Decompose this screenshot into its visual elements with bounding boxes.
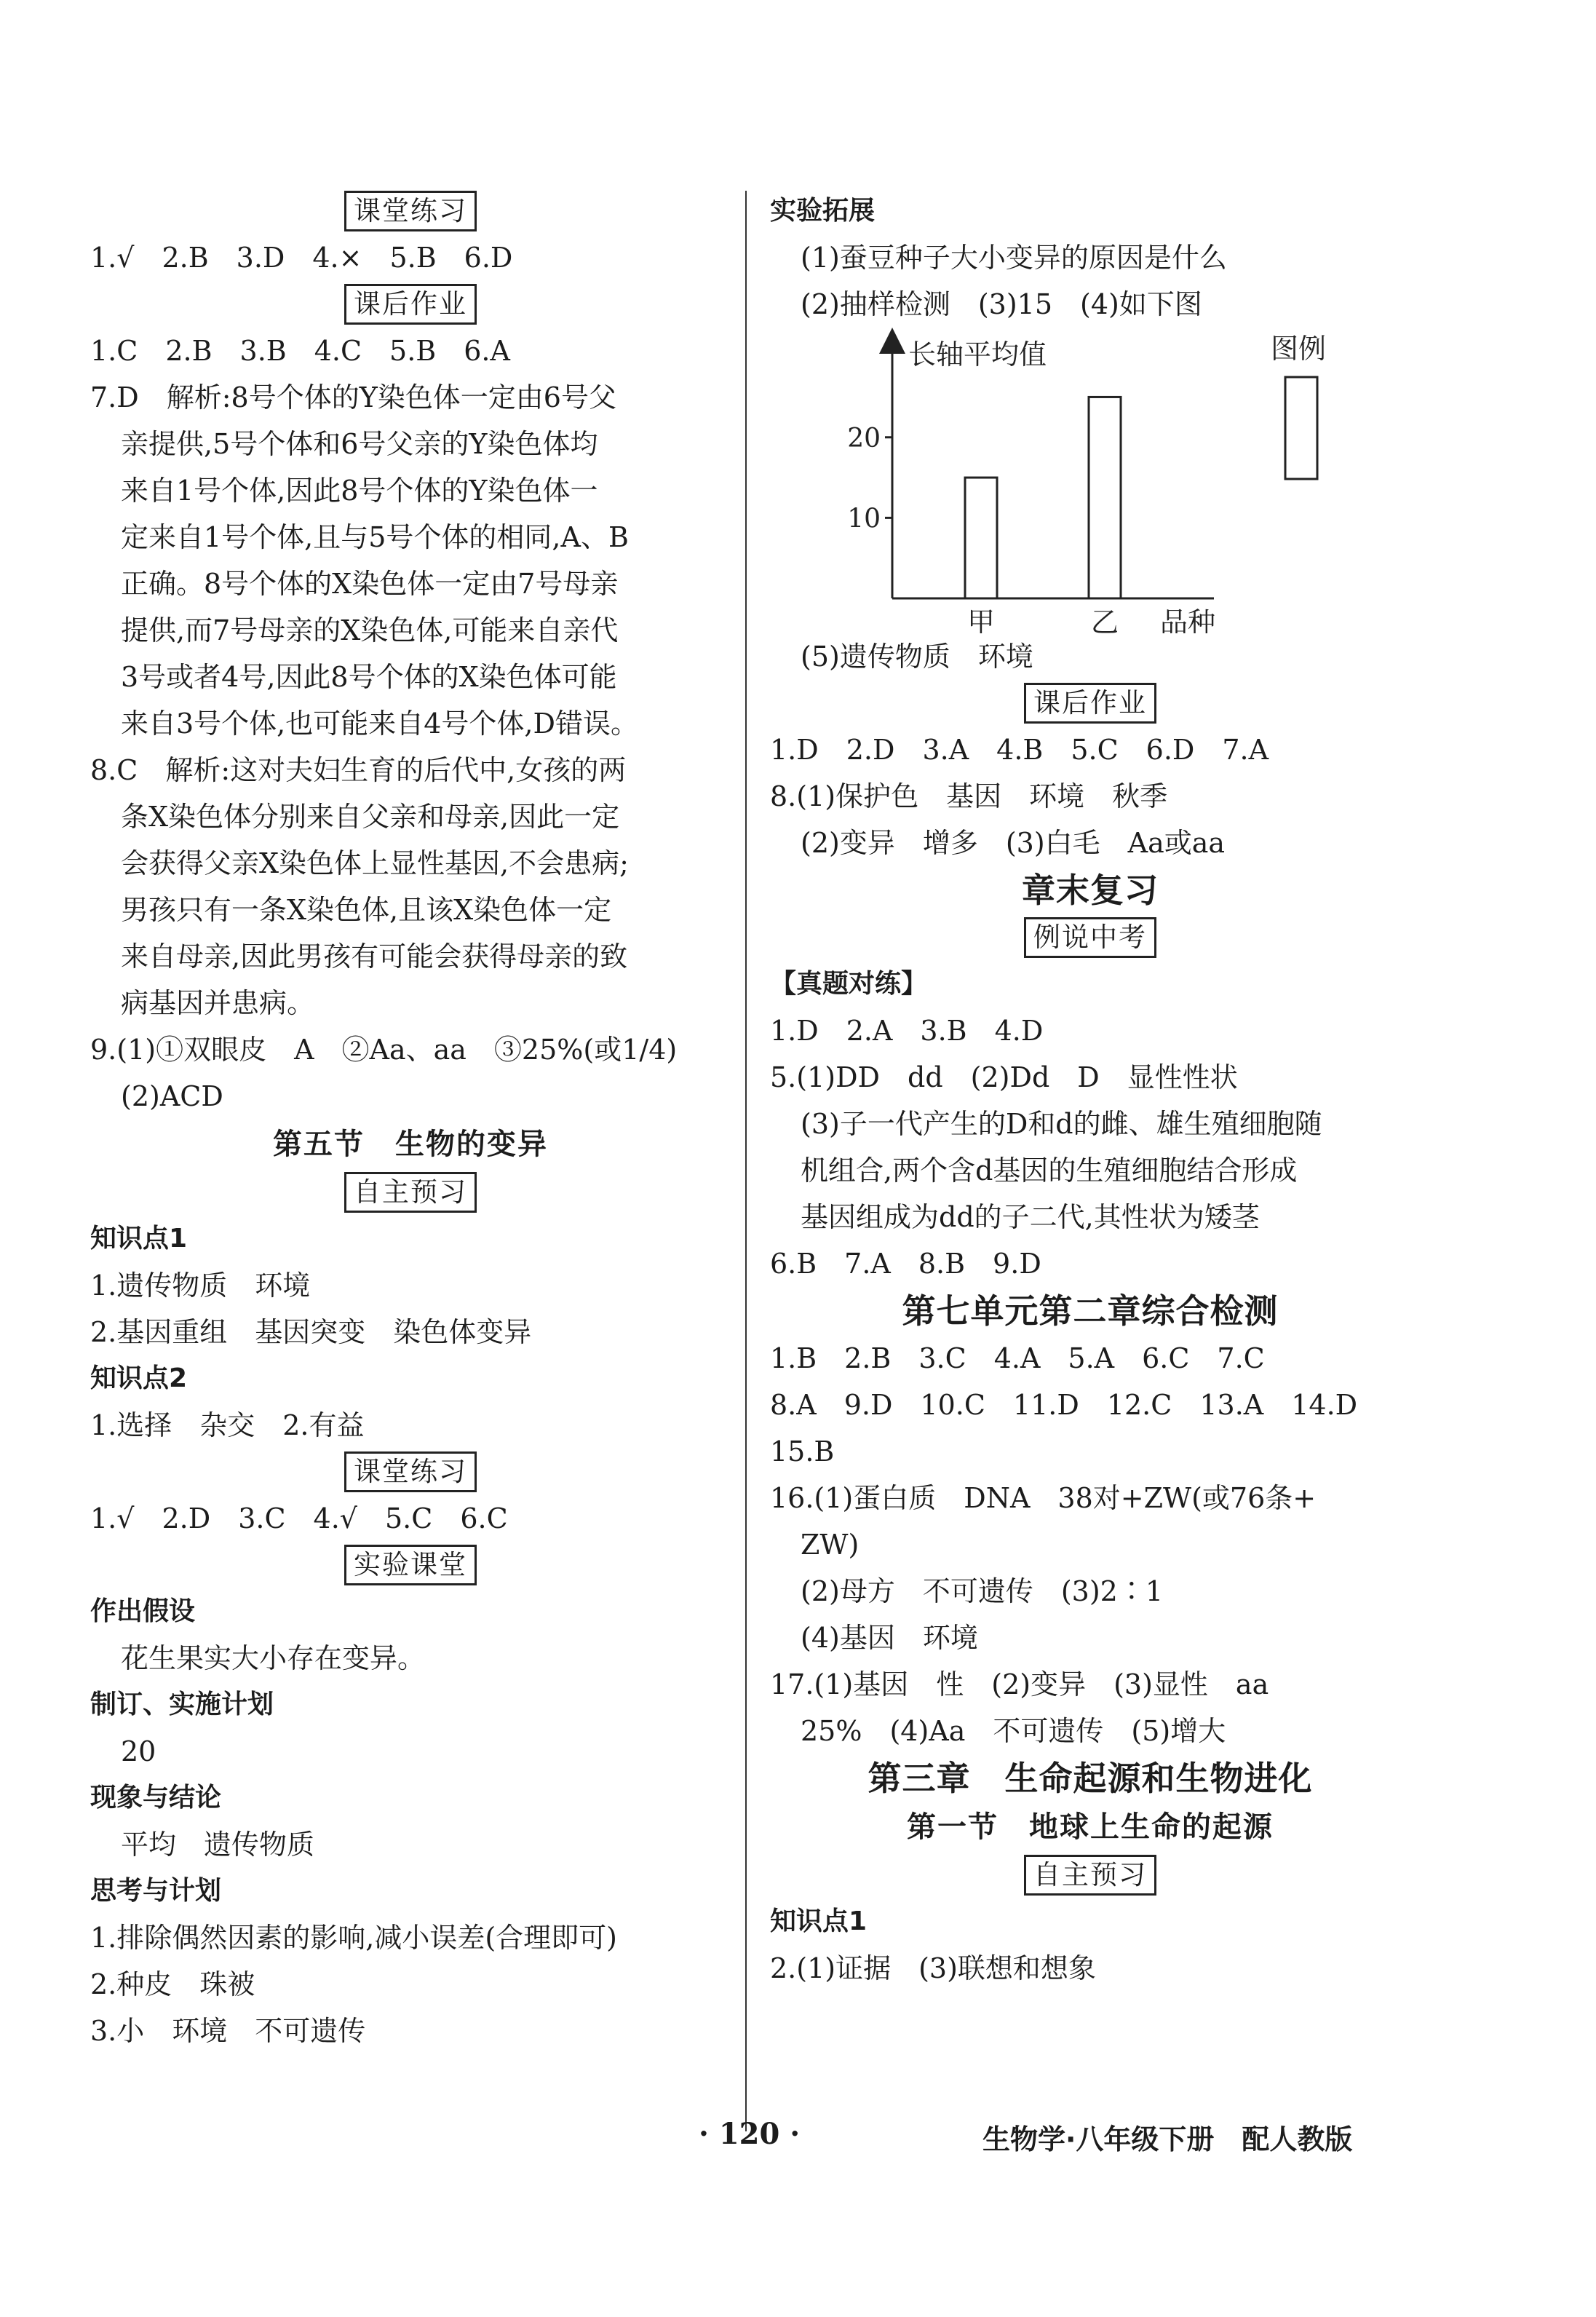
answer-line: 20 xyxy=(121,1735,156,1767)
answer-line: (1)蚕豆种子大小变异的原因是什么 xyxy=(801,242,1227,274)
answer-line: 1.√ 2.D 3.C 4.√ 5.C 6.C xyxy=(90,1502,508,1534)
section-box-classroom-practice: 课堂练习 xyxy=(344,1451,477,1492)
answer-line: 1.√ 2.B 3.D 4.× 5.B 6.D xyxy=(90,242,513,274)
answer-line: 1.排除偶然因素的影响,减小误差(合理即可) xyxy=(90,1922,617,1954)
knowledge-point-heading: 知识点1 xyxy=(770,1906,868,1936)
section-title: 第五节 生物的变异 xyxy=(273,1128,548,1161)
answer-line: 1.D 2.D 3.A 4.B 5.C 6.D 7.A xyxy=(770,734,1269,766)
page-footer xyxy=(0,2117,1596,2175)
answer-line: (2)抽样检测 (3)15 (4)如下图 xyxy=(801,288,1202,320)
sub-heading: 实验拓展 xyxy=(770,196,876,226)
answer-line: (3)子一代产生的D和d的雌、雄生殖细胞随 xyxy=(801,1108,1322,1140)
answer-line: 1.遗传物质 环境 xyxy=(90,1270,311,1302)
answer-line: (2)变异 增多 (3)白毛 Aa或aa xyxy=(801,827,1226,859)
section-box-exam-example: 例说中考 xyxy=(1024,917,1156,958)
chapter-title: 第三章 生命起源和生物进化 xyxy=(868,1759,1313,1798)
answer-line: 1.D 2.A 3.B 4.D xyxy=(770,1015,1044,1047)
answer-line: 3.小 环境 不可遗传 xyxy=(90,2015,366,2047)
answer-line: (2)ACD xyxy=(121,1080,223,1112)
right-column xyxy=(770,188,1410,1992)
answer-line: 2.基因重组 基因突变 染色体变异 xyxy=(90,1316,532,1348)
answer-line: 8.(1)保护色 基因 环境 秋季 xyxy=(770,780,1168,812)
legend-title: 图例 xyxy=(1271,333,1327,365)
answer-line: 平均 遗传物质 xyxy=(121,1829,315,1861)
sub-heading: 【真题对练】 xyxy=(770,969,928,999)
answer-line: (2)母方 不可遗传 (3)2∶1 xyxy=(801,1575,1164,1607)
y-tick-label: 10 xyxy=(847,504,881,534)
section-title: 第一节 地球上生命的起源 xyxy=(907,1810,1274,1844)
answer-line: 男孩只有一条X染色体,且该X染色体一定 xyxy=(121,894,612,926)
answer-line: 16.(1)蛋白质 DNA 38对+ZW(或76条+ xyxy=(770,1482,1317,1514)
answer-line: 来自母亲,因此男孩有可能会获得母亲的致 xyxy=(121,940,628,973)
answer-line: 7.D 解析:8号个体的Y染色体一定由6号父 xyxy=(90,381,616,413)
category-label: 甲 xyxy=(966,606,996,633)
y-axis-label: 长轴平均值 xyxy=(908,338,1047,371)
answer-line: 正确。8号个体的X染色体一定由7号母亲 xyxy=(121,568,619,600)
bar-2 xyxy=(1089,397,1121,598)
x-axis-label: 品种 xyxy=(1160,606,1216,633)
answer-line: 15.B xyxy=(770,1435,835,1468)
sub-heading: 制订、实施计划 xyxy=(90,1690,274,1719)
bar-chart xyxy=(770,328,1410,633)
answer-line: 17.(1)基因 性 (2)变异 (3)显性 aa xyxy=(770,1668,1269,1700)
section-box-homework: 课后作业 xyxy=(1024,683,1156,724)
knowledge-point-heading: 知识点2 xyxy=(90,1363,188,1393)
answer-line: 8.A 9.D 10.C 11.D 12.C 13.A 14.D xyxy=(770,1389,1358,1421)
answer-line: 来自1号个体,因此8号个体的Y染色体一 xyxy=(121,475,598,507)
answer-line: 病基因并患病。 xyxy=(121,987,315,1019)
sub-heading: 作出假设 xyxy=(90,1596,196,1626)
bar-1 xyxy=(965,478,997,598)
y-tick-label: 20 xyxy=(847,423,881,454)
unit-test-title: 第七单元第二章综合检测 xyxy=(902,1291,1279,1331)
answer-line: 来自3号个体,也可能来自4号个体,D错误。 xyxy=(121,708,638,740)
category-label: 乙 xyxy=(1090,606,1119,633)
section-box-preview: 自主预习 xyxy=(1024,1855,1156,1896)
answer-line: 3号或者4号,因此8号个体的X染色体可能 xyxy=(121,661,617,693)
sub-heading: 现象与结论 xyxy=(90,1783,222,1813)
answer-line: 1.B 2.B 3.C 4.A 5.A 6.C 7.C xyxy=(770,1342,1265,1374)
knowledge-point-heading: 知识点1 xyxy=(90,1224,188,1253)
answer-line: ZW) xyxy=(801,1529,859,1561)
answer-line: 5.(1)DD dd (2)Dd D 显性性状 xyxy=(770,1061,1238,1093)
answer-line: 基因组成为dd的子二代,其性状为矮茎 xyxy=(801,1201,1260,1233)
column-divider xyxy=(745,191,747,2131)
answer-line: 提供,而7号母亲的X染色体,可能来自亲代 xyxy=(121,614,619,646)
section-box-homework: 课后作业 xyxy=(344,284,477,325)
answer-line: 亲提供,5号个体和6号父亲的Y染色体均 xyxy=(121,428,598,460)
answer-line: 8.C 解析:这对夫妇生育的后代中,女孩的两 xyxy=(90,754,627,786)
answer-line: 9.(1)①双眼皮 A ②Aa、aa ③25%(或1/4) xyxy=(90,1034,678,1066)
left-column xyxy=(90,188,731,2054)
answer-line: 6.B 7.A 8.B 9.D xyxy=(770,1248,1041,1280)
answer-line: 花生果实大小存在变异。 xyxy=(121,1642,426,1674)
chapter-review-title: 章末复习 xyxy=(1022,871,1159,910)
answer-line: 1.C 2.B 3.B 4.C 5.B 6.A xyxy=(90,335,510,367)
bar-chart-svg xyxy=(770,328,1410,633)
legend-swatch xyxy=(1285,377,1317,479)
section-box-lab: 实验课堂 xyxy=(344,1545,477,1585)
answer-line: 定来自1号个体,且与5号个体的相同,A、B xyxy=(121,521,629,553)
answer-line: 1.选择 杂交 2.有益 xyxy=(90,1409,365,1441)
sub-heading: 思考与计划 xyxy=(90,1876,222,1906)
page-number: · 120 · xyxy=(699,2117,801,2151)
answer-line: 2.(1)证据 (3)联想和想象 xyxy=(770,1952,1096,1984)
section-box-preview: 自主预习 xyxy=(344,1172,477,1213)
section-box-classroom-practice: 课堂练习 xyxy=(344,191,477,231)
answer-line: 机组合,两个含d基因的生殖细胞结合形成 xyxy=(801,1154,1298,1187)
book-title: 生物学·八年级下册 配人教版 xyxy=(982,2123,1353,2155)
answer-line: 条X染色体分别来自父亲和母亲,因此一定 xyxy=(121,801,620,833)
answer-line: (4)基因 环境 xyxy=(801,1622,978,1654)
answer-line: 2.种皮 珠被 xyxy=(90,1968,255,2000)
answer-line: (5)遗传物质 环境 xyxy=(801,641,1033,673)
answer-line: 会获得父亲X染色体上显性基因,不会患病; xyxy=(121,847,629,879)
answer-line: 25% (4)Aa 不可遗传 (5)增大 xyxy=(801,1715,1226,1747)
